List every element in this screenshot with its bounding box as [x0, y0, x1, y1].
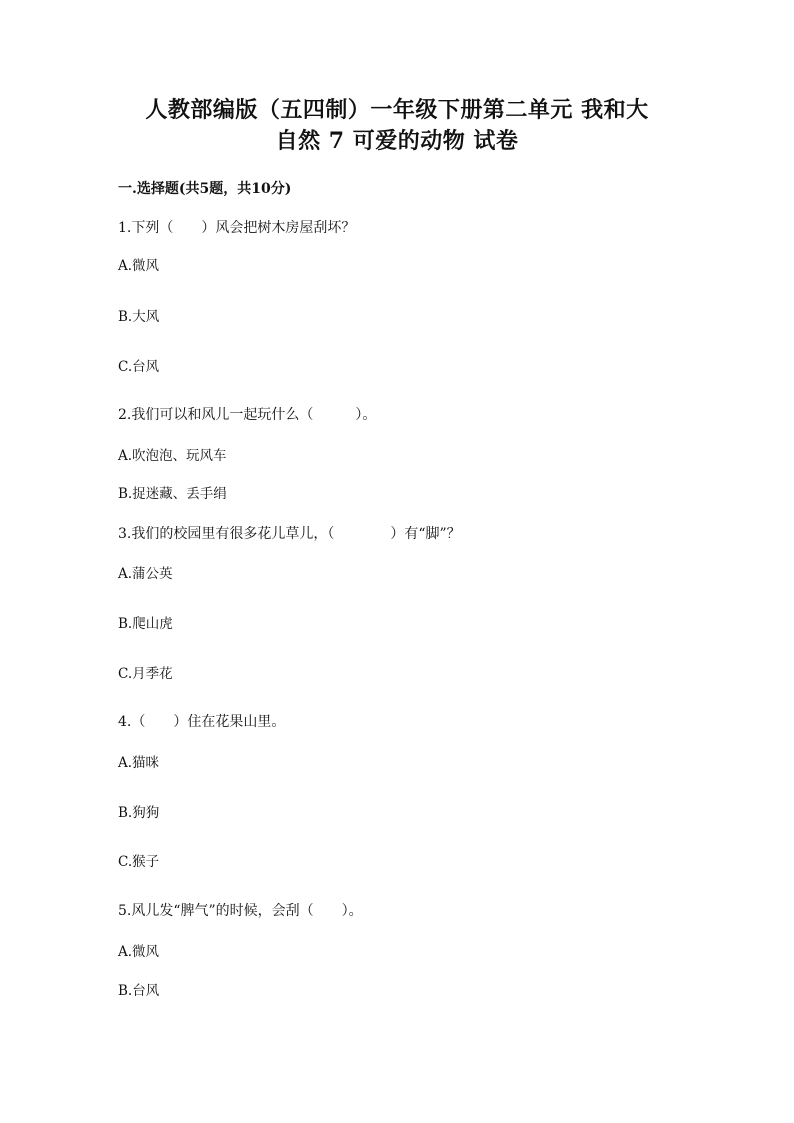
question-5-option-a: A.微风 [118, 944, 160, 960]
section-heading: 一.选择题(共5题，共10分) [118, 181, 292, 197]
page-title-line-1: 人教部编版（五四制）一年级下册第二单元 我和大 [145, 97, 649, 123]
question-4-stem: 4.（ ）住在花果山里。 [118, 714, 286, 730]
question-1-option-a: A.微风 [118, 258, 160, 274]
question-3-option-c: C.月季花 [118, 666, 173, 682]
question-1-stem: 1.下列（ ）风会把树木房屋刮坏？ [118, 220, 356, 236]
question-2-stem: 2.我们可以和风儿一起玩什么（ ）。 [118, 407, 377, 423]
question-3-stem: 3.我们的校园里有很多花儿草儿，（ ）有“脚”？ [118, 526, 461, 542]
page-title [120, 95, 674, 157]
question-4-option-a: A.猫咪 [118, 755, 160, 771]
question-4-option-b: B.狗狗 [118, 805, 160, 821]
question-1-option-b: B.大风 [118, 309, 160, 325]
question-2-option-a: A.吹泡泡、玩风车 [118, 448, 227, 464]
question-5-stem: 5.风儿发“脾气”的时候，会刮（ ）。 [118, 903, 363, 919]
question-1-option-c: C.台风 [118, 359, 160, 375]
question-5-option-b: B.台风 [118, 983, 160, 999]
question-2-option-b: B.捉迷藏、丢手绢 [118, 486, 227, 502]
question-3-option-b: B.爬山虎 [118, 616, 173, 632]
question-4-option-c: C.猴子 [118, 854, 160, 870]
question-3-option-a: A.蒲公英 [118, 566, 173, 582]
page-title-line-2: 自然 7 可爱的动物 试卷 [275, 128, 519, 154]
